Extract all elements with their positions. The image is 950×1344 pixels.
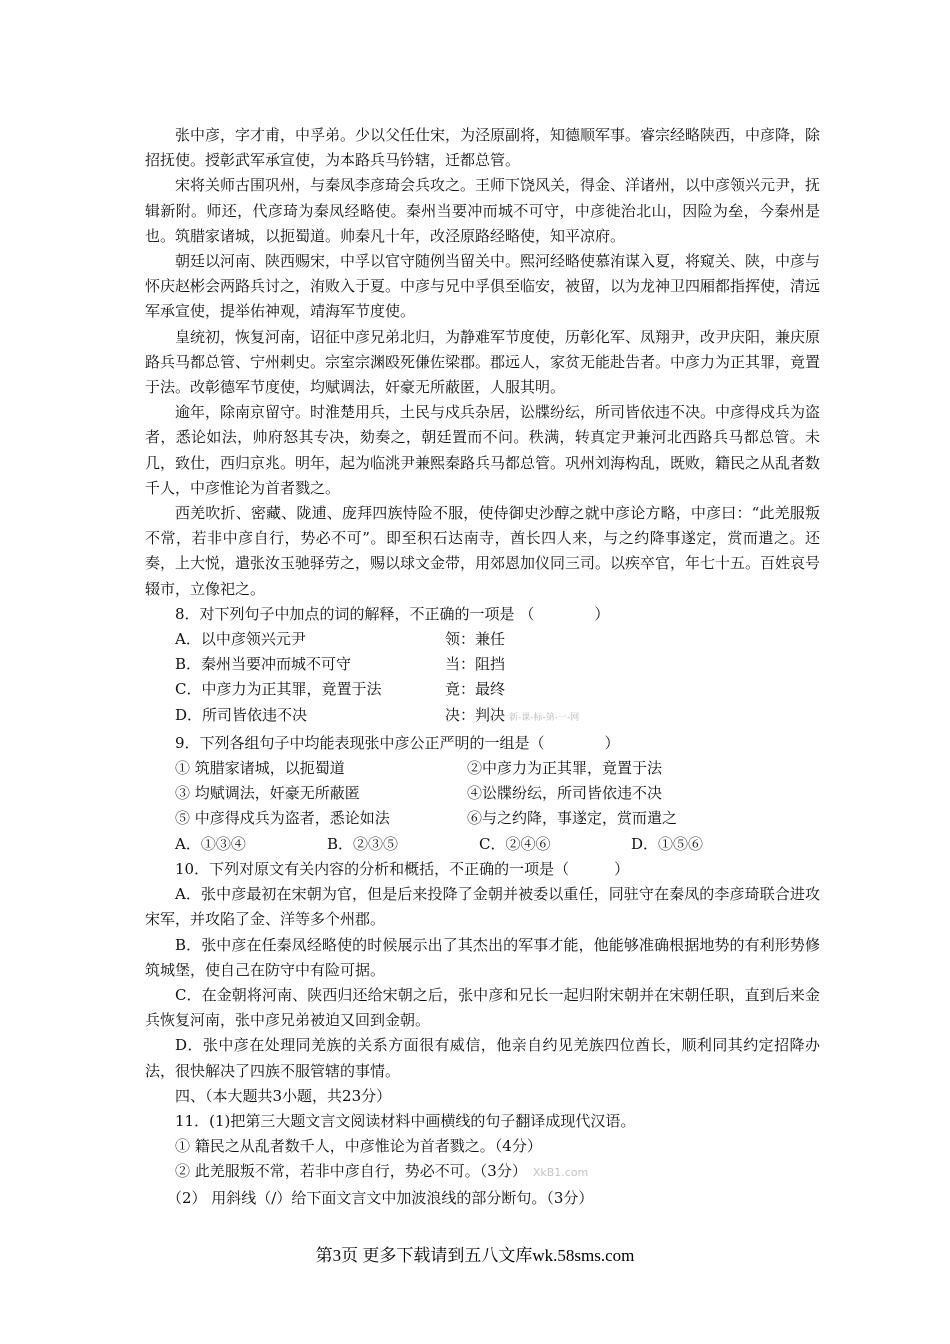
q8-stem: 8．对下列句子中加点的词的解释，不正确的一项是 （ ） — [175, 604, 610, 623]
q8-option — [145, 677, 820, 702]
q9-choice: A．①③④ — [175, 834, 246, 853]
q10-option: A．张中彦最初在宋朝为官，但是后来投降了金朝并被委以重任，同驻守在秦凤的李彦琦联合进攻宋军，并攻陷了金、洋等多个州郡。 — [145, 885, 820, 929]
q11-stem: 11．(1)把第三大题文言文阅读材料中画横线的句子翻译成现代汉语。 — [175, 1111, 636, 1130]
section-4-title: 四、（本大题共3小题，共23分） — [175, 1086, 392, 1105]
page-content — [145, 123, 820, 1211]
q8-option-gloss: 决：判决 — [445, 705, 506, 724]
q11-item: ② 此羌服叛不常，若非中彦自行，势必不可。（3分） — [175, 1162, 527, 1181]
question-9 — [145, 731, 820, 857]
question-10 — [145, 857, 820, 1084]
q9-stem: 9．下列各组句子中均能表现张中彦公正严明的一组是（ ） — [175, 733, 620, 752]
passage-paragraph: 逾年，除南京留守。时淮楚用兵，土民与戍兵杂居，讼牒纷纭，所司皆依违不决。中彦得戍兵为盗者，悉论如法，帅府怒其专决，劾奏之，朝廷置而不问。秩满，转真定尹兼河北西路兵马都总管。未几，致仕，西归京兆。明年，起为临洮尹兼熙秦路兵马都总管。巩州刘海构乱，既败，籍民之从乱者数千人，中彦惟论为首者戮之。 — [145, 403, 821, 497]
q8-option — [145, 703, 820, 731]
passage-paragraph: 宋将关师古围巩州，与秦凤李彦琦会兵攻之。王师下饶风关，得金、洋诸州，以中彦领兴元尹，抚辑新附。师还，代彦琦为秦凤经略使。秦州当要冲而城不可守，中彦徙治北山，因险为垒，今秦州是也。筑腊家诸城，以扼蜀道。帅秦凡十年，改泾原路经略使，知平凉府。 — [145, 176, 821, 245]
q10-option: C．在金朝将河南、陕西归还给宋朝之后，张中彦和兄长一起归附宋朝并在宋朝任职，直到后来金兵恢复河南，张中彦兄弟被迫又回到金朝。 — [145, 985, 820, 1030]
q8-option-gloss-wrap — [445, 703, 820, 731]
q9-sentence: ① 筑腊家诸城，以扼蜀道 — [175, 759, 345, 778]
q8-option-sentence: D．所司皆依违不决 — [175, 705, 308, 724]
page-footer: 第3页 更多下载请到五八文库wk.58sms.com — [315, 1246, 635, 1265]
q10-option: D．张中彦在处理同羌族的关系方面很有威信，他亲自约见羌族四位酋长，顺利同其约定招降办法，很快解决了四族不服管辖的事情。 — [145, 1036, 820, 1080]
section-4 — [145, 1084, 820, 1211]
q10-stem: 10．下列对原文有关内容的分析和概括，不正确的一项是（ ） — [175, 859, 630, 878]
passage-paragraph: 张中彦，字才甫，中孚弟。少以父任仕宋，为泾原副将，知德顺军事。睿宗经略陕西，中彦降，除招抚使。授彰武军承宣使，为本路兵马钤辖，迁都总管。 — [145, 126, 821, 170]
question-8 — [145, 602, 820, 731]
q9-choice: D．①⑤⑥ — [631, 834, 704, 853]
q9-choice: B．②③⑤ — [327, 834, 399, 853]
q11-item: ① 籍民之从乱者数千人，中彦惟论为首者戮之。（4分） — [175, 1137, 542, 1156]
watermark-text: XkB1.com — [532, 1166, 589, 1180]
watermark-text: 新-课-标-第-一-网 — [509, 712, 580, 723]
q8-option-gloss: 当：阻挡 — [445, 655, 506, 674]
q8-option-sentence: B．秦州当要冲而城不可守 — [175, 655, 352, 674]
q9-sentence: ⑤ 中彦得戍兵为盗者，悉论如法 — [175, 809, 390, 828]
q9-choice: C．②④⑥ — [479, 834, 551, 853]
q9-sentence: ⑥与之约降，事遂定，赏而遣之 — [467, 809, 678, 828]
q9-pair — [145, 756, 820, 781]
q11-item-wrap — [145, 1159, 820, 1185]
q9-pair — [145, 781, 820, 806]
passage-paragraph: 西羌吹折、密藏、陇逋、庞拜四族恃险不服，使侍御史沙醇之就中彦论方略，中彦曰：“此羌服叛不常，若非中彦自行，势必不可”。即至积石达南寺，酋长四人来，与之约降事遂定，赏而遣之。还奏，上大悦，遣张汝玉驰驿劳之，赐以球文金带，用郊恩加仪同三司。以疾卒官，年七十五。百姓哀号辍市，立像祀之。 — [145, 504, 821, 598]
q10-option: B．张中彦在任秦凤经略使的时候展示出了其杰出的军事才能，他能够准确根据地势的有利形势修筑城堡，使自己在防守中有险可据。 — [145, 935, 820, 979]
q8-option-sentence: C．中彦力为正其罪，竟置于法 — [175, 680, 382, 699]
q9-pair — [145, 806, 820, 831]
passage-paragraph: 皇统初，恢复河南，诏征中彦兄弟北归，为静难军节度使，历彰化军、凤翔尹，改尹庆阳，兼庆原路兵马都总管、宁州刺史。宗室宗渊殴死傔佐梁郡。郡远人，家贫无能赴告者。中彦力为正其罪，竟置于法。改彰德军节度使，均赋调法，奸豪无所蔽匿，人服其明。 — [145, 327, 821, 397]
passage-paragraph: 朝廷以河南、陕西赐宋，中孚以官守随例当留关中。熙河经略使慕洧谋入夏，将窥关、陕，中彦与怀庆赵彬会两路兵讨之，洧败入于夏。中彦与兄中孚俱至临安，被留，以为龙神卫四厢都指挥使，清远军承宣使，提举佑神观，靖海军节度使。 — [145, 252, 821, 321]
q8-option-sentence: A．以中彦领兴元尹 — [175, 630, 306, 649]
q8-option — [145, 652, 820, 677]
q9-sentence: ②中彦力为正其罪，竟置于法 — [467, 759, 663, 778]
q9-sentence: ④讼牒纷纭，所司皆依违不决 — [467, 784, 663, 803]
q8-option — [145, 627, 820, 652]
q8-option-gloss: 领：兼任 — [445, 630, 506, 649]
q9-choices — [145, 832, 820, 857]
q9-sentence: ③ 均赋调法，奸豪无所蔽匿 — [175, 784, 360, 803]
q8-option-gloss: 竟：最终 — [445, 680, 506, 699]
q11-part2: （2） 用斜线（/）给下面文言文中加波浪线的部分断句。（3分） — [167, 1188, 594, 1207]
classical-passage — [145, 123, 820, 602]
